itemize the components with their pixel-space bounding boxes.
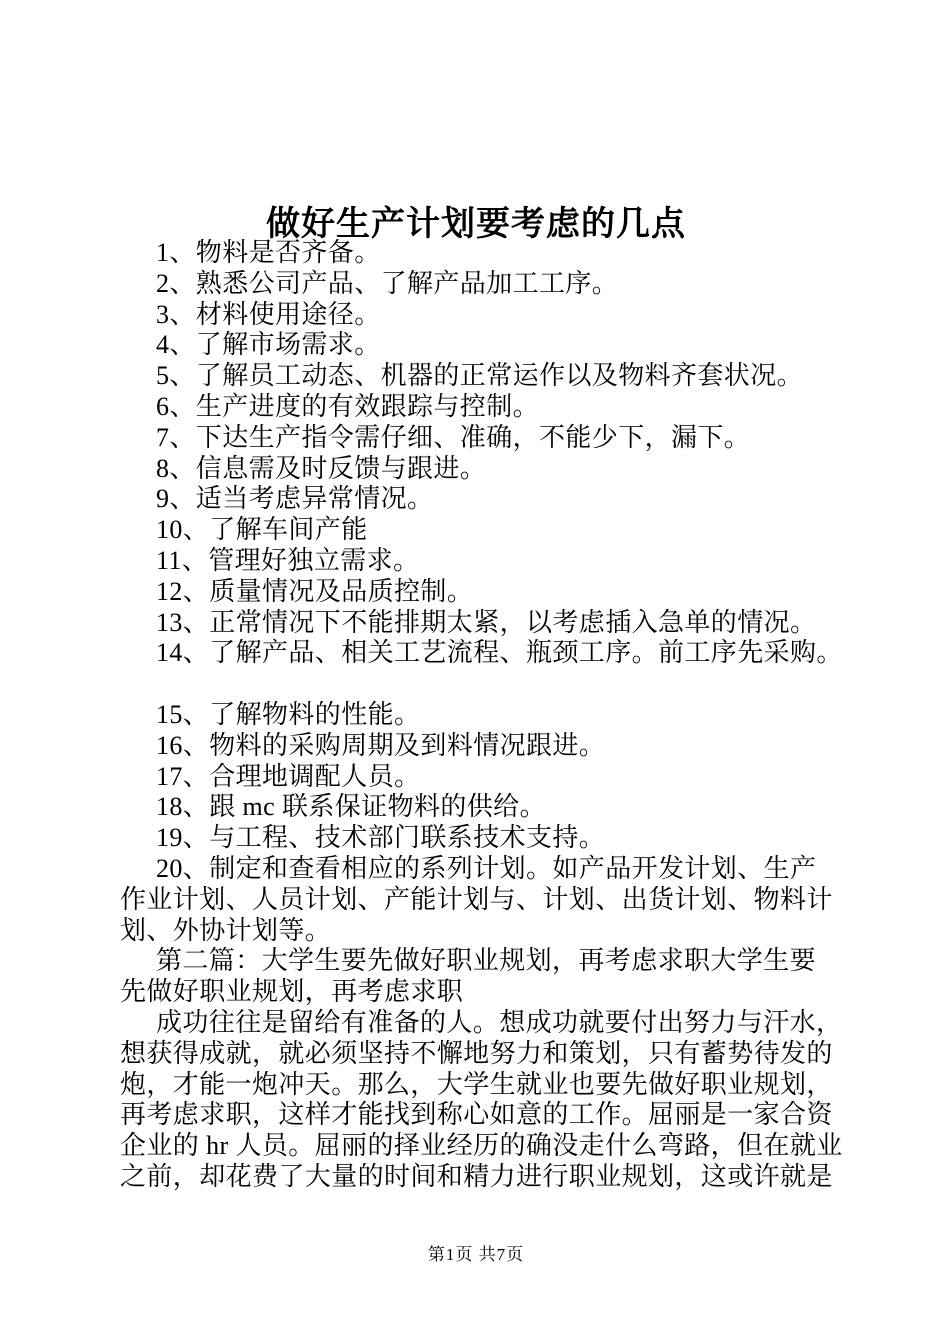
text-line: 5、了解员工动态、机器的正常运作以及物料齐套状况。 [156,361,804,391]
text-line: 3、材料使用途径。 [156,299,381,329]
text-line: 8、信息需及时反馈与跟进。 [156,453,487,483]
page-number-footer: 第1页 共7页 [427,1245,525,1264]
text-line: 11、管理好独立需求。 [156,545,420,575]
text-line: 9、适当考虑异常情况。 [156,484,434,514]
text-line: 之前，却花费了大量的时间和精力进行职业规划，这或许就是 [120,1161,833,1191]
text-line: 12、质量情况及品质控制。 [156,576,474,606]
text-line: 想获得成就，就必须坚持不懈地努力和策划，只有蓄势待发的 [120,1038,833,1068]
text-line: 作业计划、人员计划、产能计划与、计划、出货计划、物料计 [120,884,833,914]
text-line: 成功往往是留给有准备的人。想成功就要付出努力与汗水， [156,1007,843,1037]
text-line: 1、物料是否齐备。 [156,238,381,267]
text-line: 划、外协计划等。 [120,915,332,945]
text-line: 7、下达生产指令需仔细、准确，不能少下，漏下。 [156,422,751,452]
document-body [120,238,843,1193]
text-line: 2、熟悉公司产品、了解产品加工工序。 [156,268,619,298]
text-line: 15、了解物料的性能。 [156,699,421,729]
text-line: 企业的 hr 人员。屈丽的择业经历的确没走什么弯路，但在就业 [120,1131,843,1161]
text-line: 6、生产进度的有效跟踪与控制。 [156,391,540,421]
text-line: 16、物料的采购周期及到料情况跟进。 [156,730,606,760]
text-line: 17、合理地调配人员。 [156,761,421,791]
text-line: 再考虑求职，这样才能找到称心如意的工作。屈丽是一家合资 [120,1100,833,1130]
text-line: 第二篇：大学生要先做好职业规划，再考虑求职大学生要 [156,946,817,976]
text-line: 13、正常情况下不能排期太紧，以考虑插入急单的情况。 [156,607,817,637]
text-line: 18、跟 mc 联系保证物料的供给。 [156,792,546,822]
text-line: 19、与工程、技术部门联系技术支持。 [156,823,606,853]
text-line: 炮，才能一炮冲天。那么，大学生就业也要先做好职业规划， [120,1069,833,1099]
text-line: 先做好职业规划，再考虑求职 [120,977,464,1007]
text-line [120,669,834,700]
text-line: 10、了解车间产能 [156,515,368,545]
text-line: 14、了解产品、相关工艺流程、瓶颈工序。前工序先采购。 [156,638,843,668]
document-title: 做好生产计划要考虑的几点 [266,205,686,243]
text-line: 20、制定和查看相应的系列计划。如产品开发计划、生产 [156,853,817,883]
text-line: 4、了解市场需求。 [156,330,381,360]
